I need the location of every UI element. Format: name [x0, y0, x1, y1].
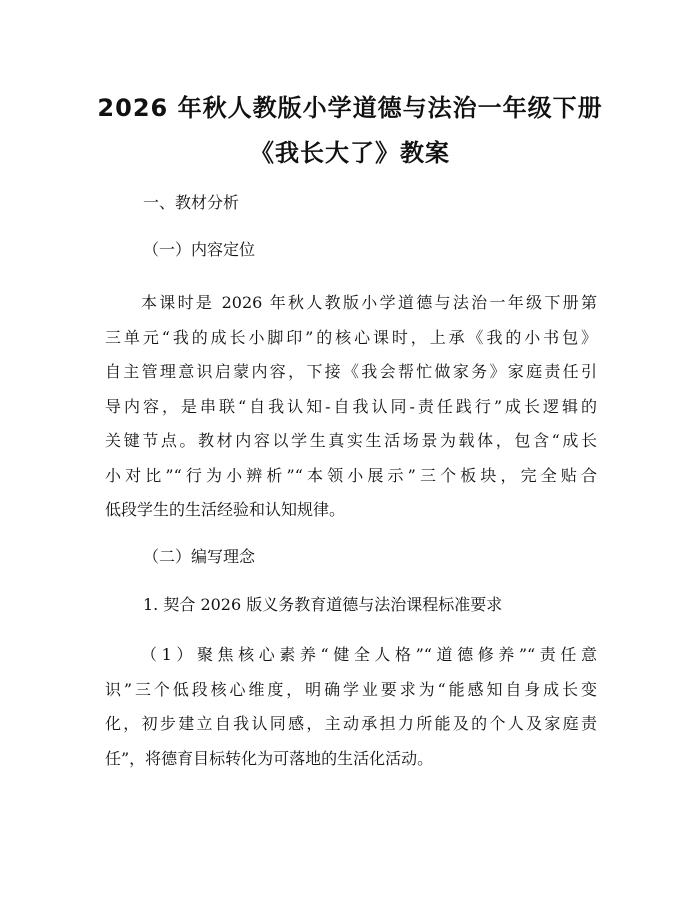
section-heading-textbook-analysis: 一、教材分析	[143, 193, 240, 212]
document-title-line-1: 2026 年秋人教版小学道德与法治一年级下册	[97, 94, 603, 122]
paragraph-core-literacy	[105, 638, 597, 776]
paragraph-line: （1）聚焦核心素养“健全人格”“道德修养”“责任意	[141, 645, 597, 664]
point-heading-curriculum-standard: 1. 契合 2026 版义务教育道德与法治课程标准要求	[143, 595, 503, 614]
paragraph-line: 关键节点。教材内容以学生真实生活场景为载体，包含“成长	[105, 431, 597, 450]
paragraph-line: 低段学生的生活经验和认知规律。	[105, 500, 346, 519]
paragraph-content-positioning	[105, 286, 597, 528]
paragraph-line: 三单元“我的成长小脚印”的核心课时，上承《我的小书包》	[105, 327, 597, 347]
paragraph-line: 自主管理意识启蒙内容，下接《我会帮忙做家务》家庭责任引	[105, 362, 597, 381]
paragraph-line: 小对比”“行为小辨析”“本领小展示”三个板块，完全贴合	[105, 465, 597, 485]
paragraph-line: 识”三个低段核心维度，明确学业要求为“能感知自身成长变	[105, 679, 597, 699]
paragraph-line: 任”，将德育目标转化为可落地的生活化活动。	[105, 748, 434, 768]
paragraph-line: 导内容，是串联“自我认知-自我认同-责任践行”成长逻辑的	[105, 396, 597, 416]
subsection-heading-writing-concept: （二）编写理念	[143, 547, 256, 566]
subsection-heading-content-positioning: （一）内容定位	[143, 240, 256, 259]
paragraph-line: 化，初步建立自我认同感，主动承担力所能及的个人及家庭责	[105, 714, 597, 733]
paragraph-line: 本课时是 2026 年秋人教版小学道德与法治一年级下册第	[141, 293, 597, 312]
document-title-line-2: 《我长大了》教案	[250, 139, 450, 167]
